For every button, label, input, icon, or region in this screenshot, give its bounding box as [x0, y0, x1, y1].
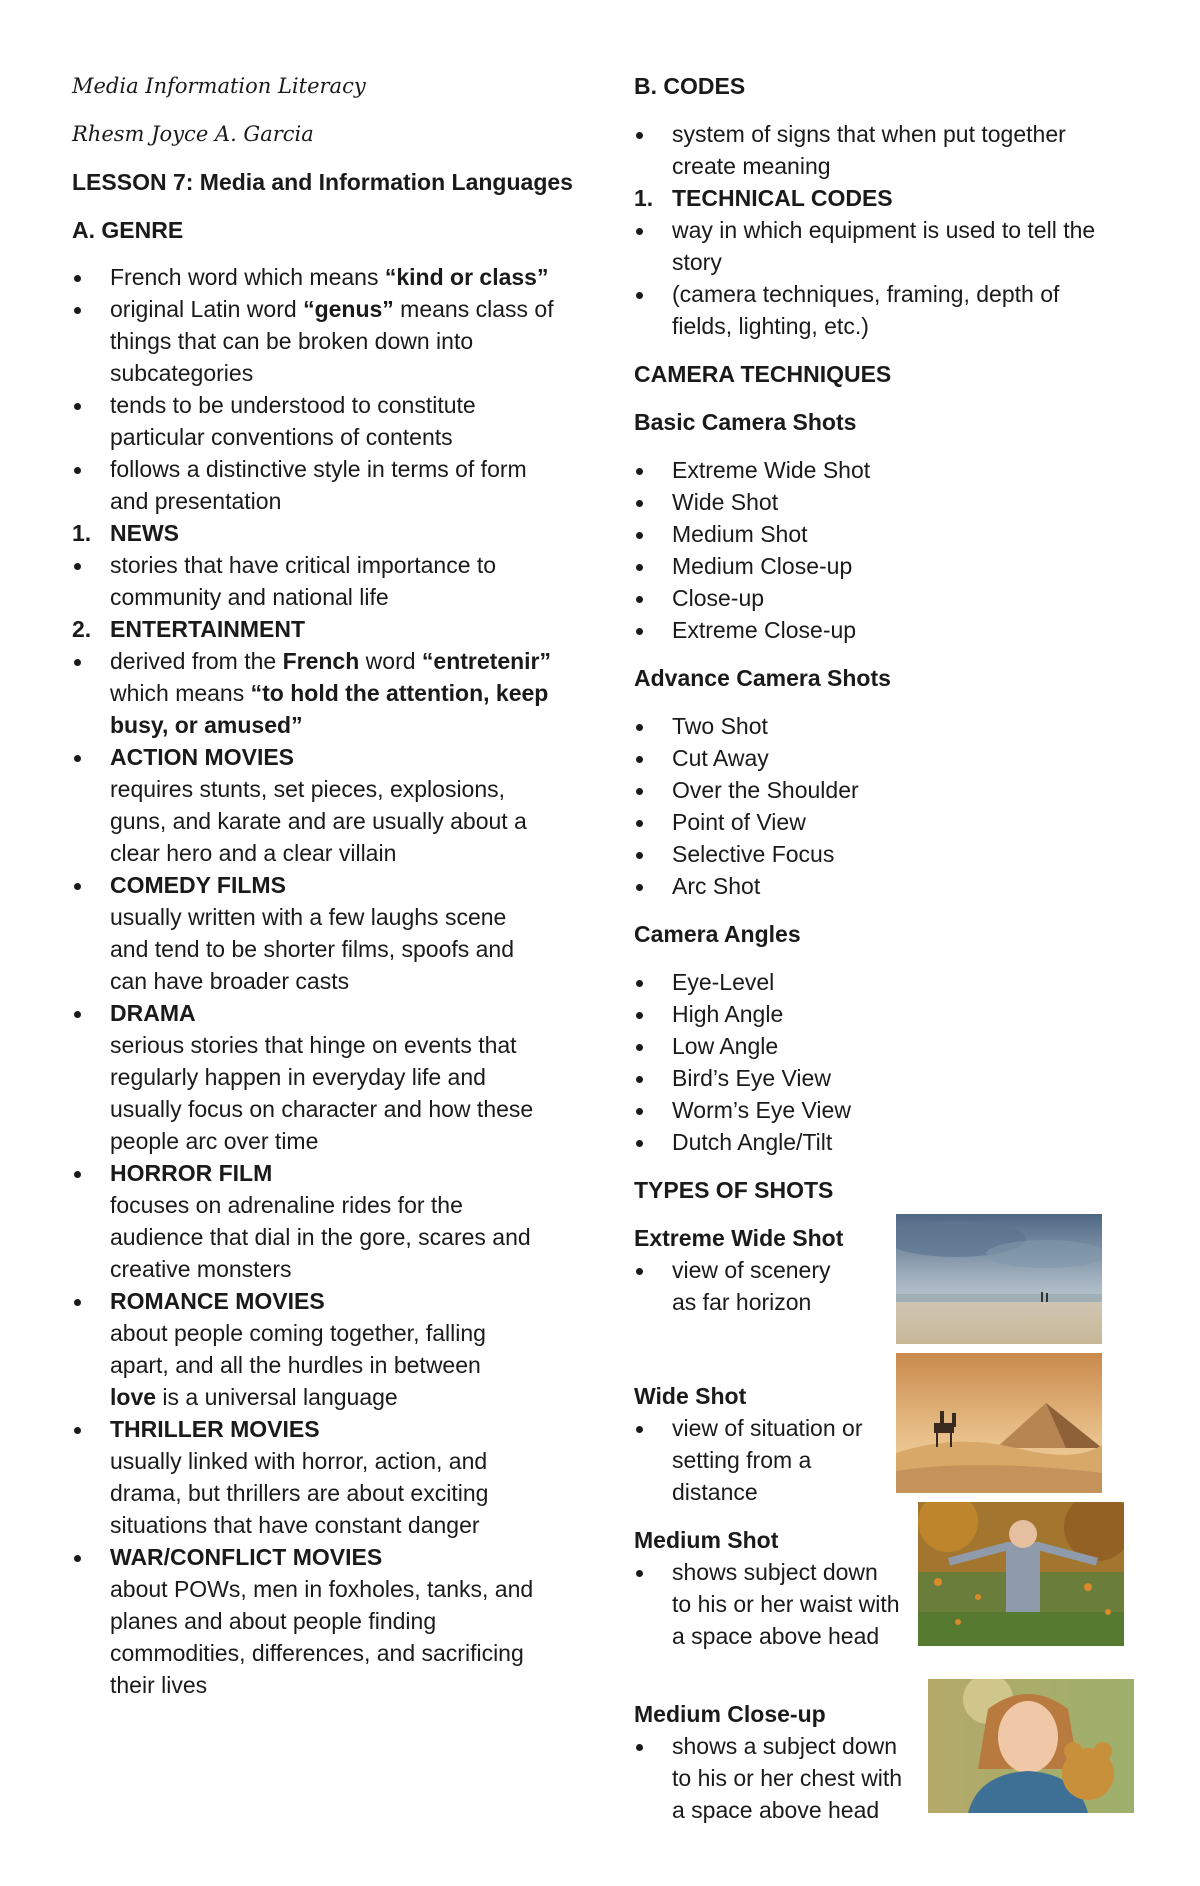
entertainment-number: 2.	[72, 616, 92, 642]
types-of-shots-heading: TYPES OF SHOTS	[634, 1177, 834, 1203]
codes-heading: B. CODES	[634, 73, 746, 99]
ms-line-2: to his or her waist with	[672, 1591, 900, 1617]
camera-angle-item: High Angle	[672, 999, 783, 1030]
advance-shot-item: Cut Away	[672, 743, 769, 774]
war-line-1: about POWs, men in foxholes, tanks, and	[110, 1576, 534, 1602]
mcu-line-2: to his or her chest with	[672, 1765, 903, 1791]
ms-line-1: shows subject down	[672, 1557, 878, 1588]
ws-line-1: view of situation or	[672, 1413, 862, 1444]
genre-bullet-2-line-2: things that can be broken down into	[110, 328, 474, 354]
codes-bullet-line-2: create meaning	[672, 153, 831, 179]
technical-bullet-2: (camera techniques, framing, depth of	[672, 279, 1059, 310]
news-bullet: stories that have critical importance to	[110, 550, 496, 581]
genre-bullet-2: original Latin word “genus” means class of	[110, 294, 554, 325]
entertainment-bullet-line-3: busy, or amused”	[110, 712, 303, 738]
action-line-3: clear hero and a clear villain	[110, 840, 397, 866]
basic-shot-item: Close-up	[672, 583, 764, 614]
genre-bullet-3-line-2: particular conventions of contents	[110, 424, 453, 450]
advance-shot-item: Two Shot	[672, 711, 768, 742]
action-line-2: guns, and karate and are usually about a	[110, 808, 527, 834]
camera-angles-heading: Camera Angles	[634, 921, 801, 947]
comedy-line-1: usually written with a few laughs scene	[110, 904, 507, 930]
war-line-2: planes and about people finding	[110, 1608, 437, 1634]
war-line-3: commodities, differences, and sacrificing	[110, 1640, 524, 1666]
technical-heading: TECHNICAL CODES	[672, 185, 893, 211]
drama-line-1: serious stories that hinge on events that	[110, 1032, 517, 1058]
thriller-line-3: situations that have constant danger	[110, 1512, 480, 1538]
technical-number: 1.	[634, 185, 654, 211]
ms-heading: Medium Shot	[634, 1527, 779, 1553]
technical-bullet-2-line-2: fields, lighting, etc.)	[672, 313, 869, 339]
drama-line-2: regularly happen in everyday life and	[110, 1064, 486, 1090]
mcu-line-1: shows a subject down	[672, 1731, 897, 1762]
genre-bullet-4-line-2: and presentation	[110, 488, 282, 514]
autumn-leaves-photo	[918, 1502, 1124, 1646]
basic-shot-item: Medium Close-up	[672, 551, 852, 582]
genre-heading: A. GENRE	[72, 217, 184, 243]
ews-line-2: as far horizon	[672, 1289, 812, 1315]
beach-photo	[896, 1214, 1102, 1344]
basic-shot-item: Extreme Close-up	[672, 615, 856, 646]
thriller-heading: THRILLER MOVIES	[110, 1414, 320, 1445]
ews-line-1: view of scenery	[672, 1255, 831, 1286]
action-heading: ACTION MOVIES	[110, 742, 294, 773]
war-line-4: their lives	[110, 1672, 208, 1698]
ws-line-3: distance	[672, 1479, 758, 1505]
basic-shot-item: Medium Shot	[672, 519, 808, 550]
war-heading: WAR/CONFLICT MOVIES	[110, 1542, 382, 1573]
horror-heading: HORROR FILM	[110, 1158, 272, 1189]
horror-line-3: creative monsters	[110, 1256, 292, 1282]
horror-line-2: audience that dial in the gore, scares and	[110, 1224, 531, 1250]
entertainment-bullet-line-2: which means “to hold the attention, keep	[110, 680, 549, 706]
drama-line-3: usually focus on character and how these	[110, 1096, 534, 1122]
entertainment-bullet: derived from the French word “entretenir”	[110, 646, 551, 677]
camera-techniques-heading: CAMERA TECHNIQUES	[634, 361, 892, 387]
horror-line-1: focuses on adrenaline rides for the	[110, 1192, 463, 1218]
ws-heading: Wide Shot	[634, 1383, 747, 1409]
drama-heading: DRAMA	[110, 998, 196, 1029]
genre-bullet-1: French word which means “kind or class”	[110, 262, 548, 293]
entertainment-heading: ENTERTAINMENT	[110, 616, 306, 642]
technical-bullet-1-line-2: story	[672, 249, 722, 275]
mcu-heading: Medium Close-up	[634, 1701, 826, 1727]
mcu-line-3: a space above head	[672, 1797, 880, 1823]
basic-shots-heading: Basic Camera Shots	[634, 409, 857, 435]
ws-line-2: setting from a	[672, 1447, 812, 1473]
basic-shot-item: Extreme Wide Shot	[672, 455, 870, 486]
romance-heading: ROMANCE MOVIES	[110, 1286, 325, 1317]
advance-shots-heading: Advance Camera Shots	[634, 665, 891, 691]
genre-bullet-3: tends to be understood to constitute	[110, 390, 476, 421]
author-name: Rhesm Joyce A. Garcia	[72, 122, 314, 146]
camera-angle-item: Dutch Angle/Tilt	[672, 1127, 832, 1158]
ms-line-3: a space above head	[672, 1623, 880, 1649]
news-heading: NEWS	[110, 520, 179, 546]
thriller-line-2: drama, but thrillers are about exciting	[110, 1480, 489, 1506]
ews-heading: Extreme Wide Shot	[634, 1225, 844, 1251]
genre-bullet-2-line-3: subcategories	[110, 360, 254, 386]
advance-shot-item: Over the Shoulder	[672, 775, 859, 806]
news-bullet-line-2: community and national life	[110, 584, 389, 610]
romance-line-3: love is a universal language	[110, 1384, 398, 1410]
camera-angle-item: Worm’s Eye View	[672, 1095, 851, 1126]
comedy-line-2: and tend to be shorter films, spoofs and	[110, 936, 515, 962]
advance-shot-item: Selective Focus	[672, 839, 834, 870]
advance-shot-item: Point of View	[672, 807, 806, 838]
subject-title: Media Information Literacy	[72, 74, 366, 98]
romance-line-2: apart, and all the hurdles in between	[110, 1352, 481, 1378]
basic-shot-item: Wide Shot	[672, 487, 778, 518]
camera-angle-item: Bird’s Eye View	[672, 1063, 831, 1094]
codes-bullet: system of signs that when put together	[672, 119, 1066, 150]
comedy-heading: COMEDY FILMS	[110, 870, 286, 901]
comedy-line-3: can have broader casts	[110, 968, 350, 994]
thriller-line-1: usually linked with horror, action, and	[110, 1448, 488, 1474]
romance-line-1: about people coming together, falling	[110, 1320, 486, 1346]
technical-bullet-1: way in which equipment is used to tell the	[672, 215, 1095, 246]
advance-shot-item: Arc Shot	[672, 871, 760, 902]
girl-with-teddy-photo	[928, 1679, 1134, 1813]
news-number: 1.	[72, 520, 92, 546]
camera-angle-item: Low Angle	[672, 1031, 778, 1062]
action-line-1: requires stunts, set pieces, explosions,	[110, 776, 506, 802]
genre-bullet-4: follows a distinctive style in terms of form	[110, 454, 527, 485]
camera-angle-item: Eye-Level	[672, 967, 774, 998]
lesson-title: LESSON 7: Media and Information Languages	[72, 169, 573, 195]
desert-camel-photo	[896, 1353, 1102, 1493]
drama-line-4: people arc over time	[110, 1128, 319, 1154]
